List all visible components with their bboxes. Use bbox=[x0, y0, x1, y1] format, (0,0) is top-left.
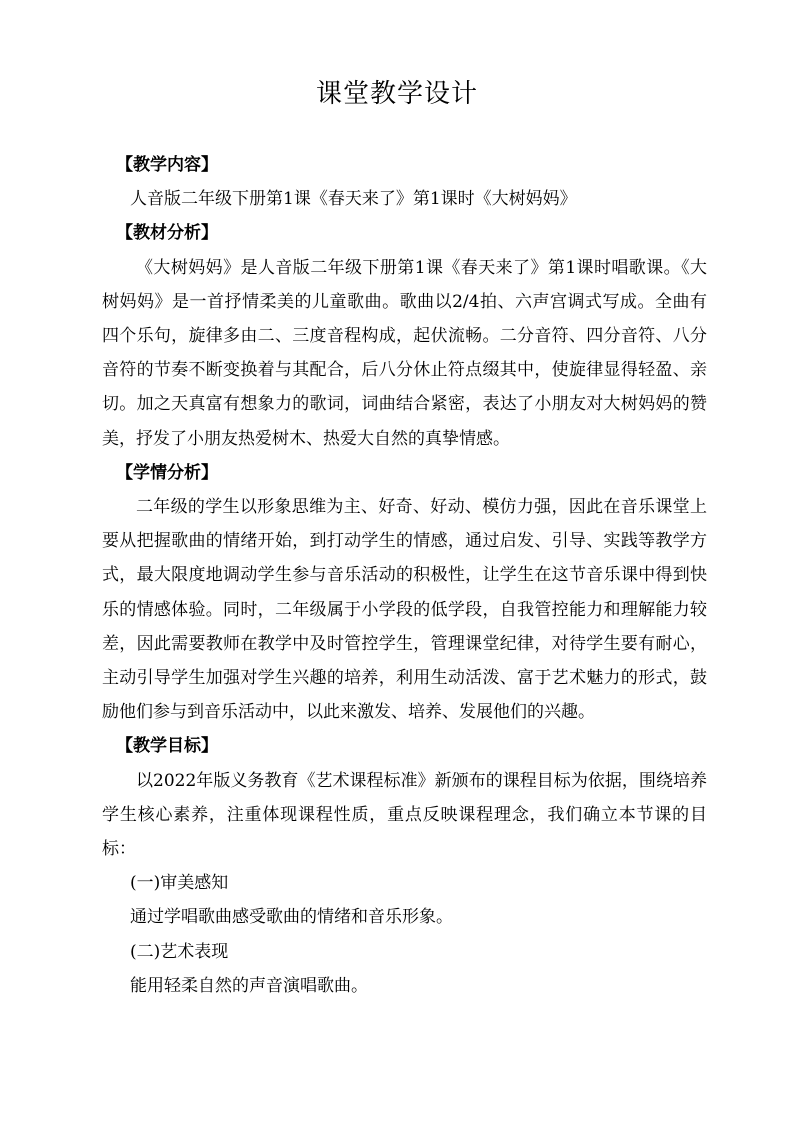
document-body bbox=[102, 148, 707, 1003]
student-analysis-paragraph: 二年级的学生以形象思维为主、好奇、好动、模仿力强，因此在音乐课堂上要从把握歌曲的情绪开始，到打动学生的情感，通过启发、引导、实践等教学方式，最大限度地调动学生参与音乐活动的积极性，让学生在这节音乐课中得到快乐的情感体验。同时，二年级属于小学段的低学段，自我管控能力和理解能力较差，因此需要教师在教学中及时管控学生，管理课堂纪律，对待学生要有耐心，主动引导学生加强对学生兴趣的培养，利用生动活泼、富于艺术魅力的形式，鼓励他们参与到音乐活动中，以此来激发、培养、发展他们的兴趣。 bbox=[102, 497, 707, 723]
teaching-content-text: 人音版二年级下册第1课《春天来了》第1课时《大树妈妈》 bbox=[130, 189, 577, 210]
material-analysis-paragraph: 《大树妈妈》是人音版二年级下册第1课《春天来了》第1课时唱歌课。《大树妈妈》是一首抒情柔美的儿童歌曲。歌曲以2/4拍、六声宫调式写成。全曲有四个乐句，旋律多由二、三度音程构成，起伏流畅。二分音符、四分音符、八分音符的节奏不断变换着与其配合，后八分休止符点缀其中，使旋律显得轻盈、亲切。加之天真富有想象力的歌词，词曲结合紧密，表达了小朋友对大树妈妈的赞美，抒发了小朋友热爱树木、热爱大自然的真挚情感。 bbox=[102, 257, 707, 449]
goal-item-text: 能用轻柔自然的声音演唱歌曲。 bbox=[130, 975, 368, 996]
section-heading-student-analysis: 【学情分析】 bbox=[116, 462, 218, 483]
goal-item-label: (一)审美感知 bbox=[130, 873, 229, 894]
section-heading-teaching-goals: 【教学目标】 bbox=[116, 736, 218, 757]
teaching-goals-paragraph: 以2022年版义务教育《艺术课程标准》新颁布的课程目标为依据，围绕培养学生核心素养，注重体现课程性质，重点反映课程理念，我们确立本节课的目标： bbox=[102, 770, 707, 860]
section-heading-teaching-content: 【教学内容】 bbox=[116, 155, 218, 175]
goal-item-label: (二)艺术表现 bbox=[130, 941, 229, 962]
section-heading-material-analysis: 【教材分析】 bbox=[116, 223, 218, 244]
goal-item-text: 通过学唱歌曲感受歌曲的情绪和音乐形象。 bbox=[130, 907, 453, 928]
document-title: 课堂教学设计 bbox=[315, 79, 478, 109]
